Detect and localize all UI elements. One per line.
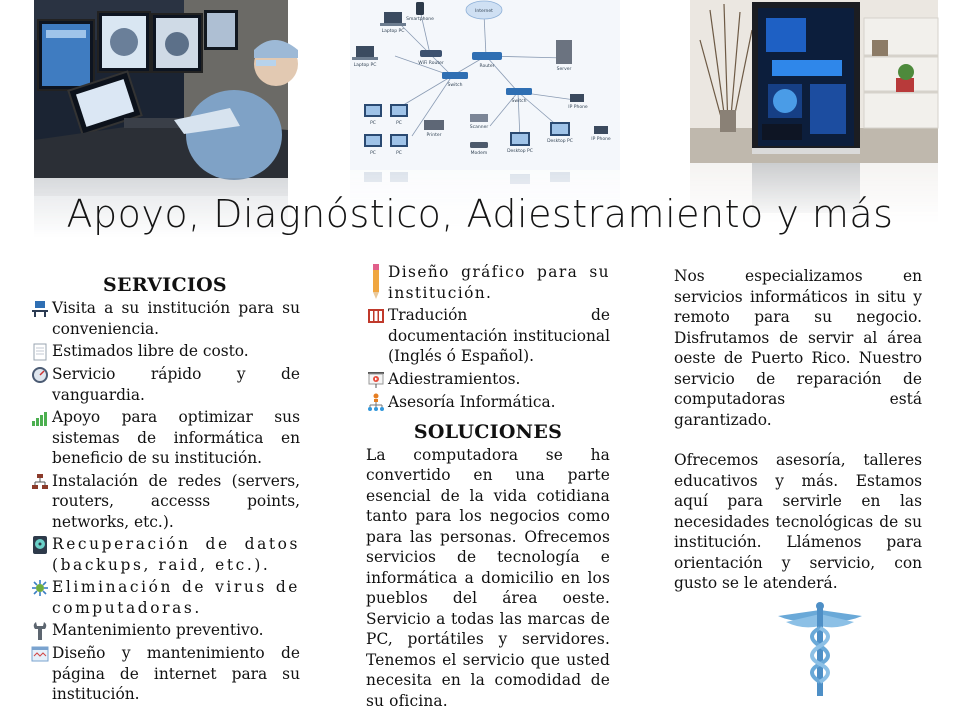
label-wifi-router: WiFi Router <box>418 60 444 66</box>
service-item-training <box>366 369 610 390</box>
service-item-optimize <box>30 407 300 469</box>
service-item-networks <box>30 471 300 533</box>
about-paragraph-1: Nos especializamos en servicios informáticos in situ y remoto para su negocio. Disfrutamos de servir al área oeste de Puerto Rico. Nuestro servicio de reparación de computadoras está garantizado. <box>674 266 922 430</box>
books-icon <box>366 306 386 326</box>
speedometer-icon <box>30 365 50 385</box>
service-item-estimates <box>30 341 300 362</box>
presentation-icon <box>366 370 386 390</box>
service-text: Adiestramientos. <box>388 369 610 390</box>
network-icon <box>30 472 50 492</box>
document-icon <box>30 342 50 362</box>
middle-column <box>366 262 610 711</box>
service-item-maintenance <box>30 620 300 641</box>
service-item-fast <box>30 364 300 405</box>
service-item-web <box>30 643 300 705</box>
services-column <box>30 272 300 707</box>
service-text: Mantenimiento preventivo. <box>52 620 300 641</box>
signal-bars-icon <box>30 408 50 428</box>
label-switch-2: Switch <box>512 98 527 104</box>
label-ip-phone-2: IP Phone <box>591 136 611 142</box>
label-pc-3: PC <box>370 150 376 156</box>
label-scanner: Scanner <box>470 124 489 130</box>
service-item-design <box>366 262 610 303</box>
label-switch-1: Switch <box>448 82 463 88</box>
label-printer: Printer <box>427 132 442 138</box>
service-item-recovery <box>30 534 300 575</box>
service-item-translation <box>366 305 610 367</box>
hierarchy-icon <box>366 393 386 413</box>
pencil-icon <box>366 263 386 301</box>
service-text: Tradución de documentación institucional (Inglés ó Español). <box>388 305 610 367</box>
about-column <box>674 266 922 594</box>
solutions-title: SOLUCIONES <box>366 419 610 445</box>
label-server: Server <box>557 66 572 72</box>
network-topology-illustration <box>350 0 620 170</box>
label-pc-1: PC <box>370 120 376 126</box>
desktop-pc-illustration <box>690 0 938 163</box>
label-laptop-1: Laptop PC <box>382 28 405 34</box>
medical-workstation-illustration <box>34 0 288 178</box>
service-text: Recuperación de datos (backups, raid, etc.). <box>52 534 300 575</box>
service-text: Asesoría Informática. <box>388 392 610 413</box>
service-text: Diseño y mantenimiento de página de internet para su institución. <box>52 643 300 705</box>
desktop-pc-photo <box>690 0 938 163</box>
wrench-icon <box>30 621 50 641</box>
label-desktop-1: Desktop PC <box>507 148 533 154</box>
solutions-text: La computadora se ha convertido en una parte esencial de la vida cotidiana tanto para los negocios como para las personas. Ofrecemos servicios de tecnología e informática a domicilio en los pueblos del área oeste. Servicio a todas las marcas de PC, portátiles y servidores. Tenemos el servicio que usted necesita en la comodidad de su oficina. <box>366 445 610 711</box>
medical-workstation-photo <box>34 0 288 178</box>
label-smartphone: Smartphone <box>406 16 434 22</box>
service-text: Apoyo para optimizar sus sistemas de informática en beneficio de su institución. <box>52 407 300 469</box>
caduceus-icon <box>776 602 864 698</box>
page-headline: Apoyo, Diagnóstico, Adiestramiento y más <box>0 192 960 236</box>
service-text: Diseño gráfico para su institución. <box>388 262 610 303</box>
label-modem: Modem <box>471 150 488 156</box>
service-text: Visita a su institución para su conveniencia. <box>52 298 300 339</box>
virus-icon <box>30 578 50 598</box>
label-desktop-2: Desktop PC <box>547 138 573 144</box>
service-text: Estimados libre de costo. <box>52 341 300 362</box>
web-page-icon <box>30 644 50 664</box>
computer-desk-icon <box>30 299 50 319</box>
label-pc-2: PC <box>396 120 402 126</box>
about-paragraph-2: Ofrecemos asesoría, talleres educativos y más. Estamos aquí para servirle en las necesidades tecnológicas de su institución. Llámenos para orientación y servicio, con gusto se le atenderá. <box>674 450 922 594</box>
label-pc-4: PC <box>396 150 402 156</box>
label-internet: Internet <box>475 8 493 14</box>
label-laptop-2: Laptop PC <box>354 62 377 68</box>
network-diagram-photo <box>350 0 620 170</box>
services-title: SERVICIOS <box>30 272 300 298</box>
service-item-virus <box>30 577 300 618</box>
hard-drive-icon <box>30 535 50 555</box>
service-text: Eliminación de virus de computadoras. <box>52 577 300 618</box>
service-text: Instalación de redes (servers, routers, accesss points, networks, etc.). <box>52 471 300 533</box>
service-item-visit <box>30 298 300 339</box>
service-item-consulting <box>366 392 610 413</box>
label-ip-phone-1: IP Phone <box>568 104 588 110</box>
label-router: Router <box>480 63 495 69</box>
service-text: Servicio rápido y de vanguardia. <box>52 364 300 405</box>
